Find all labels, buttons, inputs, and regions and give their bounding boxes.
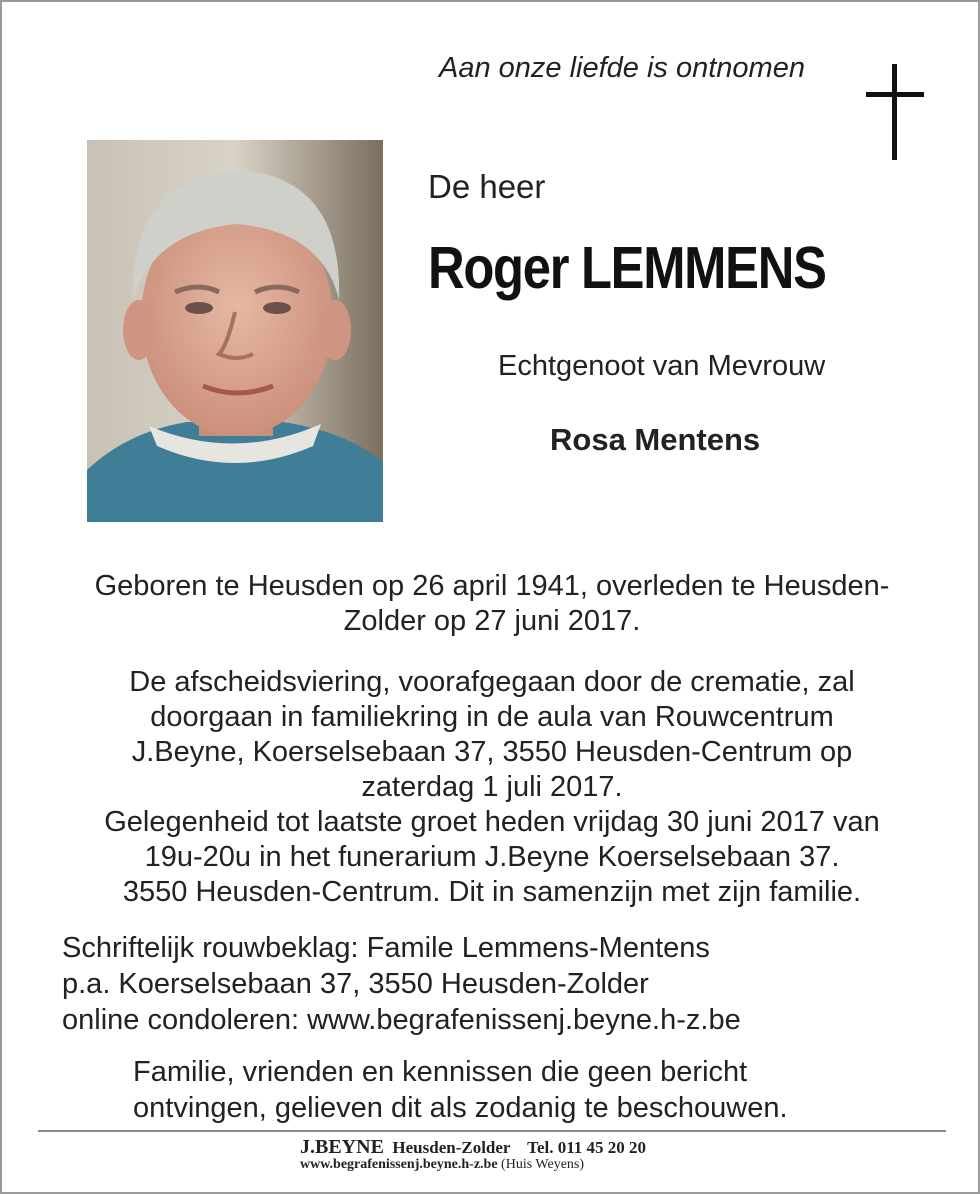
funeral-home-website[interactable]: www.begrafenissenj.beyne.h-z.be	[300, 1157, 498, 1172]
text-line: J.Beyne, Koerselsebaan 37, 3550 Heusden-Centrum op	[131, 736, 853, 768]
footer-divider	[38, 1130, 946, 1132]
funeral-home-brand: J.BEYNE	[300, 1136, 384, 1158]
deceased-name: Roger LEMMENS	[428, 235, 826, 301]
service-paragraph	[52, 665, 932, 910]
text-line: ontvingen, gelieven dit als zodanig te beschouwen.	[133, 1092, 788, 1124]
portrait-photo	[87, 140, 383, 522]
text-line: Familie, vrienden en kennissen die geen bericht	[133, 1056, 748, 1088]
intro-text: Aan onze liefde is ontnomen	[439, 52, 805, 84]
funeral-home-location: Heusden-Zolder	[392, 1138, 511, 1157]
family-paragraph	[133, 1054, 953, 1126]
spouse-label: Echtgenoot van Mevrouw	[498, 350, 826, 382]
text-line: 3550 Heusden-Centrum. Dit in samenzijn met zijn familie.	[122, 876, 862, 908]
text-line: doorgaan in familiekring in de aula van Rouwcentrum	[150, 701, 834, 733]
funeral-home-footer	[300, 1136, 646, 1173]
funeral-home-phone: Tel. 011 45 20 20	[527, 1138, 647, 1157]
cross-icon	[866, 64, 924, 160]
spouse-name: Rosa Mentens	[550, 422, 761, 457]
text-line: Gelegenheid tot laatste groet heden vrijdag 30 juni 2017 van	[104, 806, 880, 838]
honorific: De heer	[428, 168, 546, 205]
condolence-link[interactable]: online condoleren: www.begrafenissenj.beyne.h-z.be	[62, 1004, 741, 1036]
funeral-home-house: (Huis Weyens)	[501, 1157, 585, 1172]
text-line: Geboren te Heusden op 26 april 1941, overleden te Heusden-	[94, 570, 890, 602]
text-line: Schriftelijk rouwbeklag: Famile Lemmens-Mentens	[62, 932, 710, 964]
birth-death-paragraph	[52, 569, 932, 639]
text-line: Zolder op 27 juni 2017.	[343, 605, 641, 637]
text-line: De afscheidsviering, voorafgegaan door de crematie, zal	[129, 666, 855, 698]
text-line: 19u-20u in het funerarium J.Beyne Koerselsebaan 37.	[144, 841, 840, 873]
text-line: p.a. Koerselsebaan 37, 3550 Heusden-Zolder	[62, 968, 649, 1000]
text-line: zaterdag 1 juli 2017.	[361, 771, 623, 803]
contact-paragraph	[62, 930, 942, 1038]
